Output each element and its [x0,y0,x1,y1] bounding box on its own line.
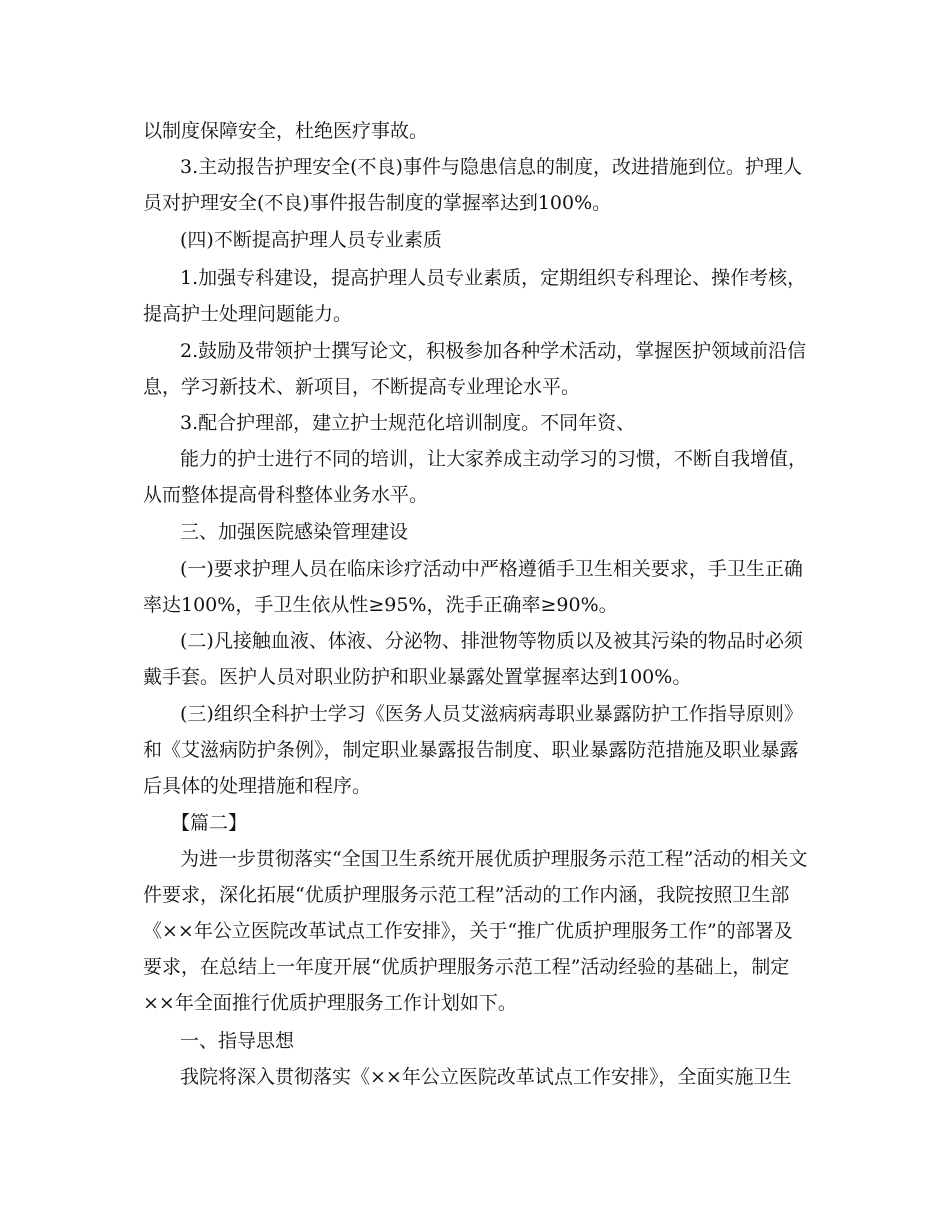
section-heading [143,222,803,258]
text-line: 息，学习新技术、新项目，不断提高专业理论水平。 [143,376,581,398]
text-line: 戴手套。医护人员对职业防护和职业暴露处置掌握率达到100%。 [143,666,692,688]
text-line: 件要求，深化拓展“优质护理服务示范工程”活动的工作内涵，我院按照卫生部 [143,884,790,906]
section-heading [143,1023,803,1059]
paragraph [143,841,808,1021]
text-line: (三)组织全科护士学习《医务人员艾滋病病毒职业暴露防护工作指导原则》 [180,703,803,725]
paragraph [143,551,803,623]
paragraph [143,623,803,695]
text-line: 和《艾滋病防护条例》，制定职业暴露报告制度、职业暴露防范措施及职业暴露 [143,739,799,761]
section-heading [143,514,803,550]
text-line: 后具体的处理措施和程序。 [143,775,372,797]
paragraph [143,1059,803,1095]
paragraph [143,441,808,513]
text-line: 要求，在总结上一年度开展“优质护理服务示范工程”活动经验的基础上，制定 [143,956,790,978]
text-line: 2.鼓励及带领护士撰写论文，积极参加各种学术活动，掌握医护领域前沿信 [180,340,807,362]
text-line: (二)凡接触血液、体液、分泌物、排泄物等物质以及被其污染的物品时必须 [180,630,803,652]
text-line: 三、加强医院感染管理建设 [180,521,409,543]
text-line: (四)不断提高护理人员专业素质 [180,229,442,251]
text-line: 一、指导思想 [180,1030,295,1052]
text-line: 1.加强专科建设，提高护理人员专业素质，定期组织专科理论、操作考核， [180,267,807,289]
paragraph [143,405,803,441]
text-line: 从而整体提高骨科整体业务水平。 [143,484,429,506]
text-line: 3.配合护理部，建立护士规范化培训制度。不同年资、 [180,412,636,434]
paragraph [143,113,803,149]
text-line: 为进一步贯彻落实“全国卫生系统开展优质护理服务示范工程”活动的相关文 [180,848,808,870]
text-line: 能力的护士进行不同的培训，让大家养成主动学习的习惯，不断自我增值， [180,448,808,470]
paragraph [143,260,807,332]
text-line: 以制度保障安全，杜绝医疗事故。 [143,120,429,142]
paragraph [143,149,803,221]
text-line: 我院将深入贯彻落实《××年公立医院改革试点工作安排》，全面实施卫生 [180,1066,792,1088]
text-line: 员对护理安全(不良)事件报告制度的掌握率达到100%。 [143,192,612,214]
paragraph [143,333,807,405]
text-line: 《××年公立医院改革试点工作安排》，关于“推广优质护理服务工作”的部署及 [143,920,793,942]
section-title [143,805,803,841]
text-line: 【篇二】 [171,812,248,834]
text-line: ××年全面推行优质护理服务工作计划如下。 [143,992,517,1014]
text-line: 3.主动报告护理安全(不良)事件与隐患信息的制度，改进措施到位。护理人 [180,156,802,178]
text-line: (一)要求护理人员在临床诊疗活动中严格遵循手卫生相关要求，手卫生正确 [180,558,803,580]
paragraph [143,696,803,804]
text-line: 提高护士处理问题能力。 [143,303,353,325]
text-line: 率达100%，手卫生依从性≥95%，洗手正确率≥90%。 [143,594,618,616]
